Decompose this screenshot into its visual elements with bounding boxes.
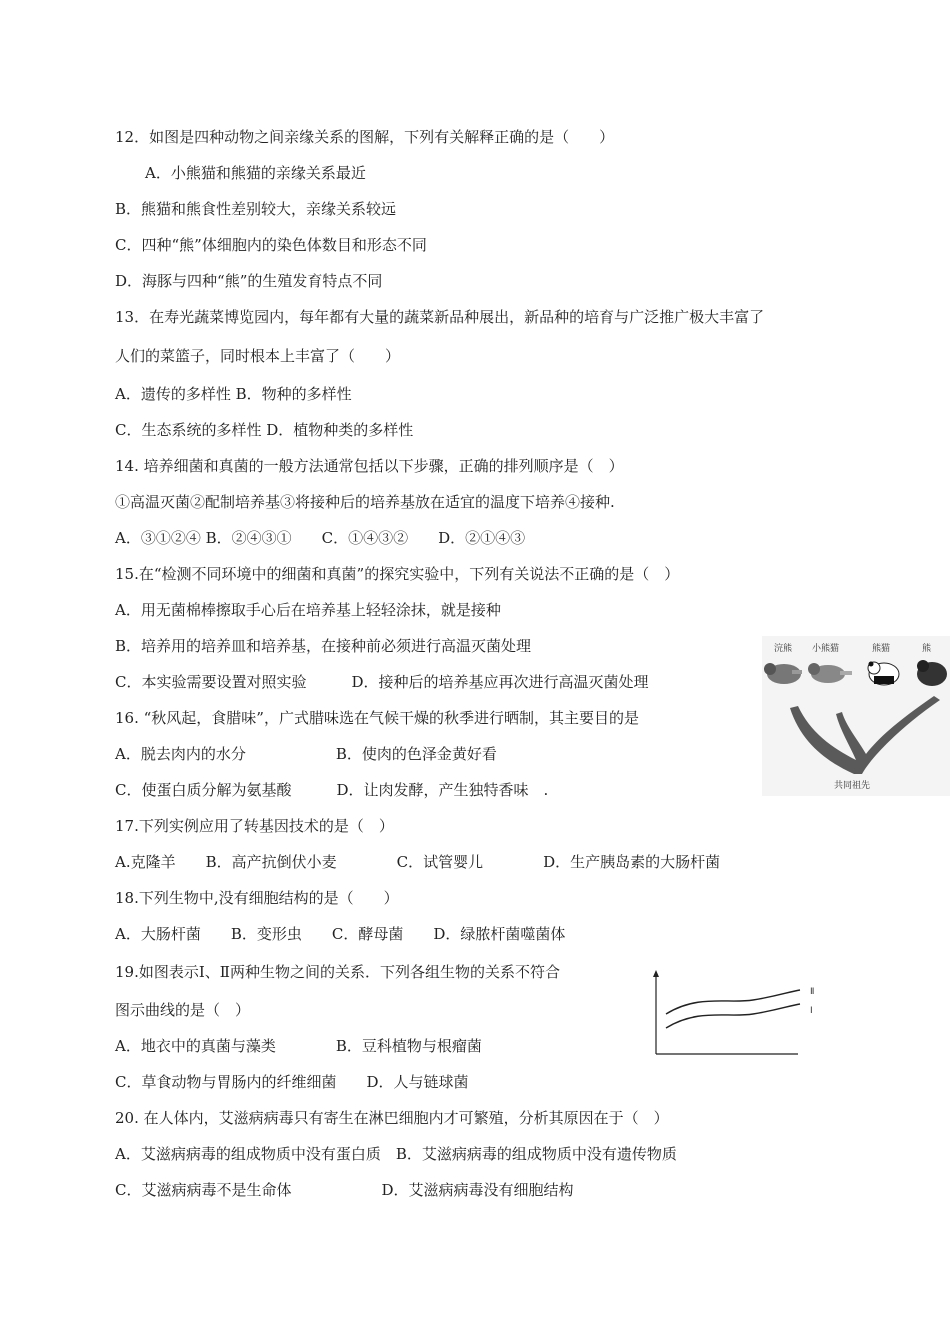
- label-raccoon: 浣熊: [774, 644, 793, 654]
- q12-option-b: B．熊猫和熊食性差别较大，亲缘关系较远: [115, 200, 397, 218]
- curve-upper: [666, 990, 800, 1014]
- q14-steps: ①高温灭菌②配制培养基③将接种后的培养基放在适宜的温度下培养④接种.: [115, 493, 615, 511]
- q20-options-cd: C．艾滋病病毒不是生命体 D．艾滋病病毒没有细胞结构: [115, 1181, 574, 1199]
- q16-stem: 16. “秋风起，食腊味”，广式腊味选在气候干燥的秋季进行晒制，其主要目的是: [115, 709, 639, 727]
- q15-option-a: A．用无菌棉棒擦取手心后在培养基上轻轻涂抹，就是接种: [115, 601, 501, 619]
- q12-option-d: D．海豚与四种“熊”的生殖发育特点不同: [115, 272, 383, 290]
- q18-options: A．大肠杆菌 B．变形虫 C．酵母菌 D．绿脓杆菌噬菌体: [115, 925, 566, 943]
- q19-options-ab: A．地衣中的真菌与藻类 B．豆科植物与根瘤菌: [115, 1037, 482, 1055]
- q15-stem: 15.在“检测不同环境中的细菌和真菌”的探究实验中，下列有关说法不正确的是（ ）: [115, 565, 680, 583]
- q15-option-b: B．培养用的培养皿和培养基，在接种前必须进行高温灭菌处理: [115, 637, 532, 655]
- label-common-ancestor: 共同祖先: [834, 781, 871, 791]
- phylogeny-figure: [762, 636, 950, 796]
- q14-stem: 14. 培养细菌和真菌的一般方法通常包括以下步骤，正确的排列顺序是（ ）: [115, 457, 624, 475]
- q19-stem-line1: 19.如图表示Ⅰ、Ⅱ两种生物之间的关系．下列各组生物的关系不符合: [115, 963, 560, 981]
- relationship-curve-figure: [648, 968, 828, 1060]
- q16-options-cd: C．使蛋白质分解为氨基酸 D．让肉发酵，产生独特香味 .: [115, 781, 549, 799]
- q17-options: A.克隆羊 B．高产抗倒伏小麦 C．试管婴儿 D．生产胰岛素的大肠杆菌: [115, 853, 721, 871]
- q15-options-cd: C．本实验需要设置对照实验 D．接种后的培养基应再次进行高温灭菌处理: [115, 673, 649, 691]
- q20-stem: 20. 在人体内，艾滋病病毒只有寄生在淋巴细胞内才可繁殖，分析其原因在于（ ）: [115, 1109, 669, 1127]
- curve-lower: [666, 1004, 800, 1028]
- q12-option-a: A．小熊猫和熊猫的亲缘关系最近: [145, 164, 366, 182]
- q14-options: A．③①②④ B．②④③① C．①④③② D．②①④③: [115, 529, 526, 547]
- q18-stem: 18.下列生物中,没有细胞结构的是（ ）: [115, 889, 399, 907]
- series-label-2: Ⅱ: [810, 987, 815, 997]
- q13-stem-line1: 13．在寿光蔬菜博览园内，每年都有大量的蔬菜新品种展出，新品种的培育与广泛推广极大丰富了: [115, 308, 765, 326]
- label-red-panda: 小熊猫: [812, 644, 840, 654]
- series-label-1: Ⅰ: [810, 1006, 813, 1016]
- q13-stem-line2: 人们的菜篮子，同时根本上丰富了（ ）: [115, 347, 401, 365]
- q12-option-c: C．四种“熊”体细胞内的染色体数目和形态不同: [115, 236, 427, 254]
- q19-stem-line2: 图示曲线的是（ ）: [115, 1001, 251, 1019]
- q17-stem: 17.下列实例应用了转基因技术的是（ ）: [115, 817, 394, 835]
- y-axis-arrow: [653, 970, 659, 977]
- q16-options-ab: A．脱去肉内的水分 B．使肉的色泽金黄好看: [115, 745, 497, 763]
- q12-stem: 12．如图是四种动物之间亲缘关系的图解，下列有关解释正确的是（ ）: [115, 128, 615, 146]
- q20-options-ab: A．艾滋病病毒的组成物质中没有蛋白质 B．艾滋病病毒的组成物质中没有遗传物质: [115, 1145, 677, 1163]
- q13-options-cd: C．生态系统的多样性 D．植物种类的多样性: [115, 421, 414, 439]
- label-bear: 熊: [922, 644, 932, 654]
- label-panda: 熊猫: [872, 644, 891, 654]
- q13-options-ab: A．遗传的多样性 B．物种的多样性: [115, 385, 352, 403]
- q19-options-cd: C．草食动物与胃肠内的纤维细菌 D．人与链球菌: [115, 1073, 469, 1091]
